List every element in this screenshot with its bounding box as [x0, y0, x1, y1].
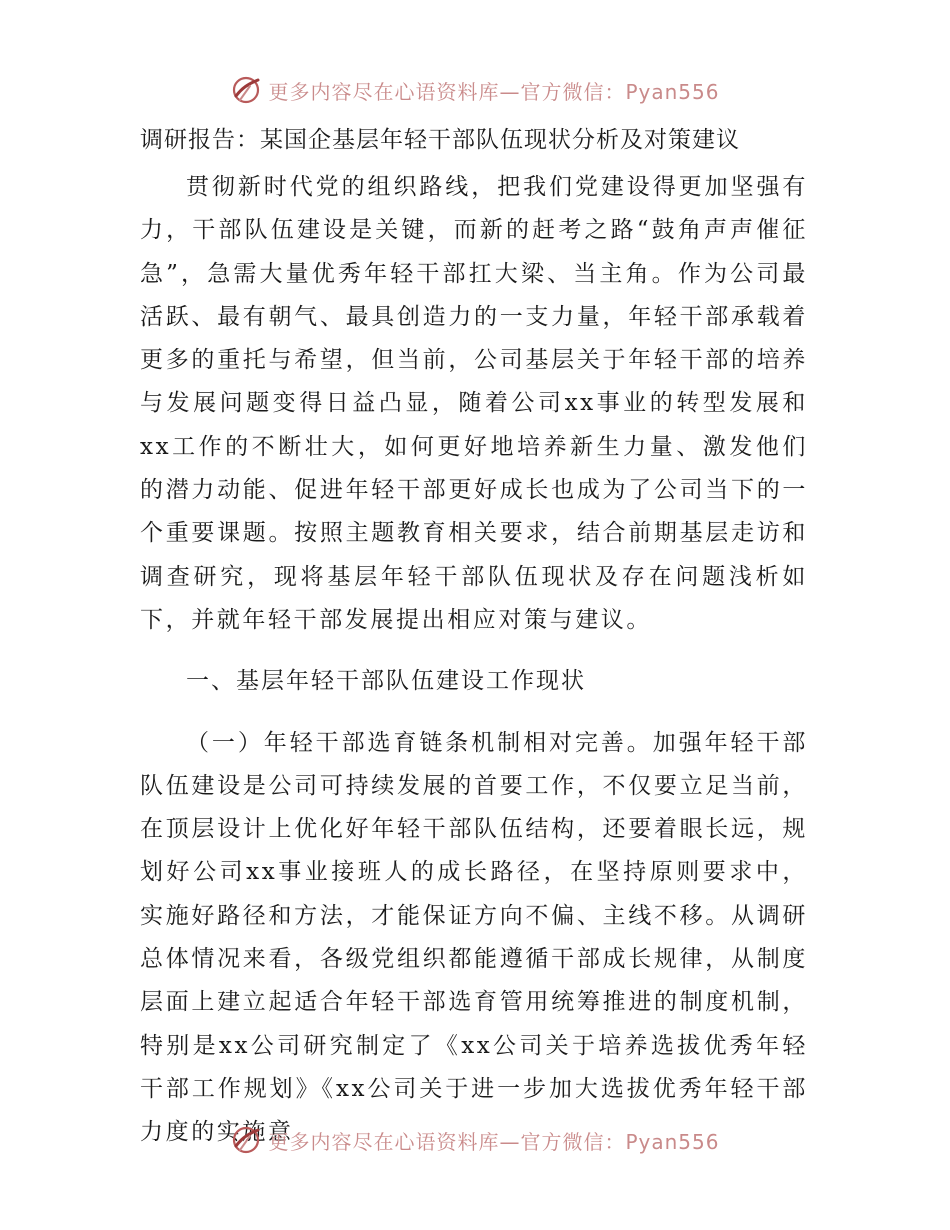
brush-seal-logo-icon: [230, 74, 262, 106]
section-paragraph: （一）年轻干部选育链条机制相对完善。加强年轻干部队伍建设是公司可持续发展的首要工作，不仅要立足当前，在顶层设计上优化好年轻干部队伍结构，还要着眼长远，规划好公司xx事业接班人的成长路径，在坚持原则要求中，实施好路径和方法，才能保证方向不偏、主线不移。从调研总体情况来看，各级党组织都能遵循干部成长规律，从制度层面上建立起适合年轻干部选育管用统筹推进的制度机制，特别是xx公司研究制定了《xx公司关于培养选拔优秀年轻干部工作规划》《xx公司关于进一步加大选拔优秀年轻干部力度的实施意: [140, 729, 808, 1146]
page-title: 调研报告：某国企基层年轻干部队伍现状分析及对策建议: [140, 127, 740, 153]
intro-paragraph: 贯彻新时代党的组织路线，把我们党建设得更加坚强有力，干部队伍建设是关键，而新的赶考之路“鼓角声声催征急”，急需大量优秀年轻干部扛大梁、当主角。作为公司最活跃、最有朝气、最具创造力的一支力量，年轻干部承载着更多的重托与希望，但当前，公司基层关于年轻干部的培养与发展问题变得日益凸显，随着公司xx事业的转型发展和xx工作的不断壮大，如何更好地培养新生力量、激发他们的潜力动能、促进年轻干部更好成长也成为了公司当下的一个重要课题。按照主题教育相关要求，结合前期基层走访和调查研究，现将基层年轻干部队伍现状及存在问题浅析如下，并就年轻干部发展提出相应对策与建议。: [140, 174, 808, 633]
section-heading: 一、基层年轻干部队伍建设工作现状: [186, 668, 586, 695]
watermark-banner-bottom: [0, 1120, 950, 1160]
watermark-text: 更多内容尽在心语资料库—官方微信：Pyan556: [268, 1129, 720, 1154]
watermark-text: 更多内容尽在心语资料库—官方微信：Pyan556: [268, 79, 720, 104]
document-body: [140, 166, 808, 1155]
brush-seal-logo-icon: [230, 1124, 262, 1156]
watermark-banner-top: [0, 70, 950, 110]
